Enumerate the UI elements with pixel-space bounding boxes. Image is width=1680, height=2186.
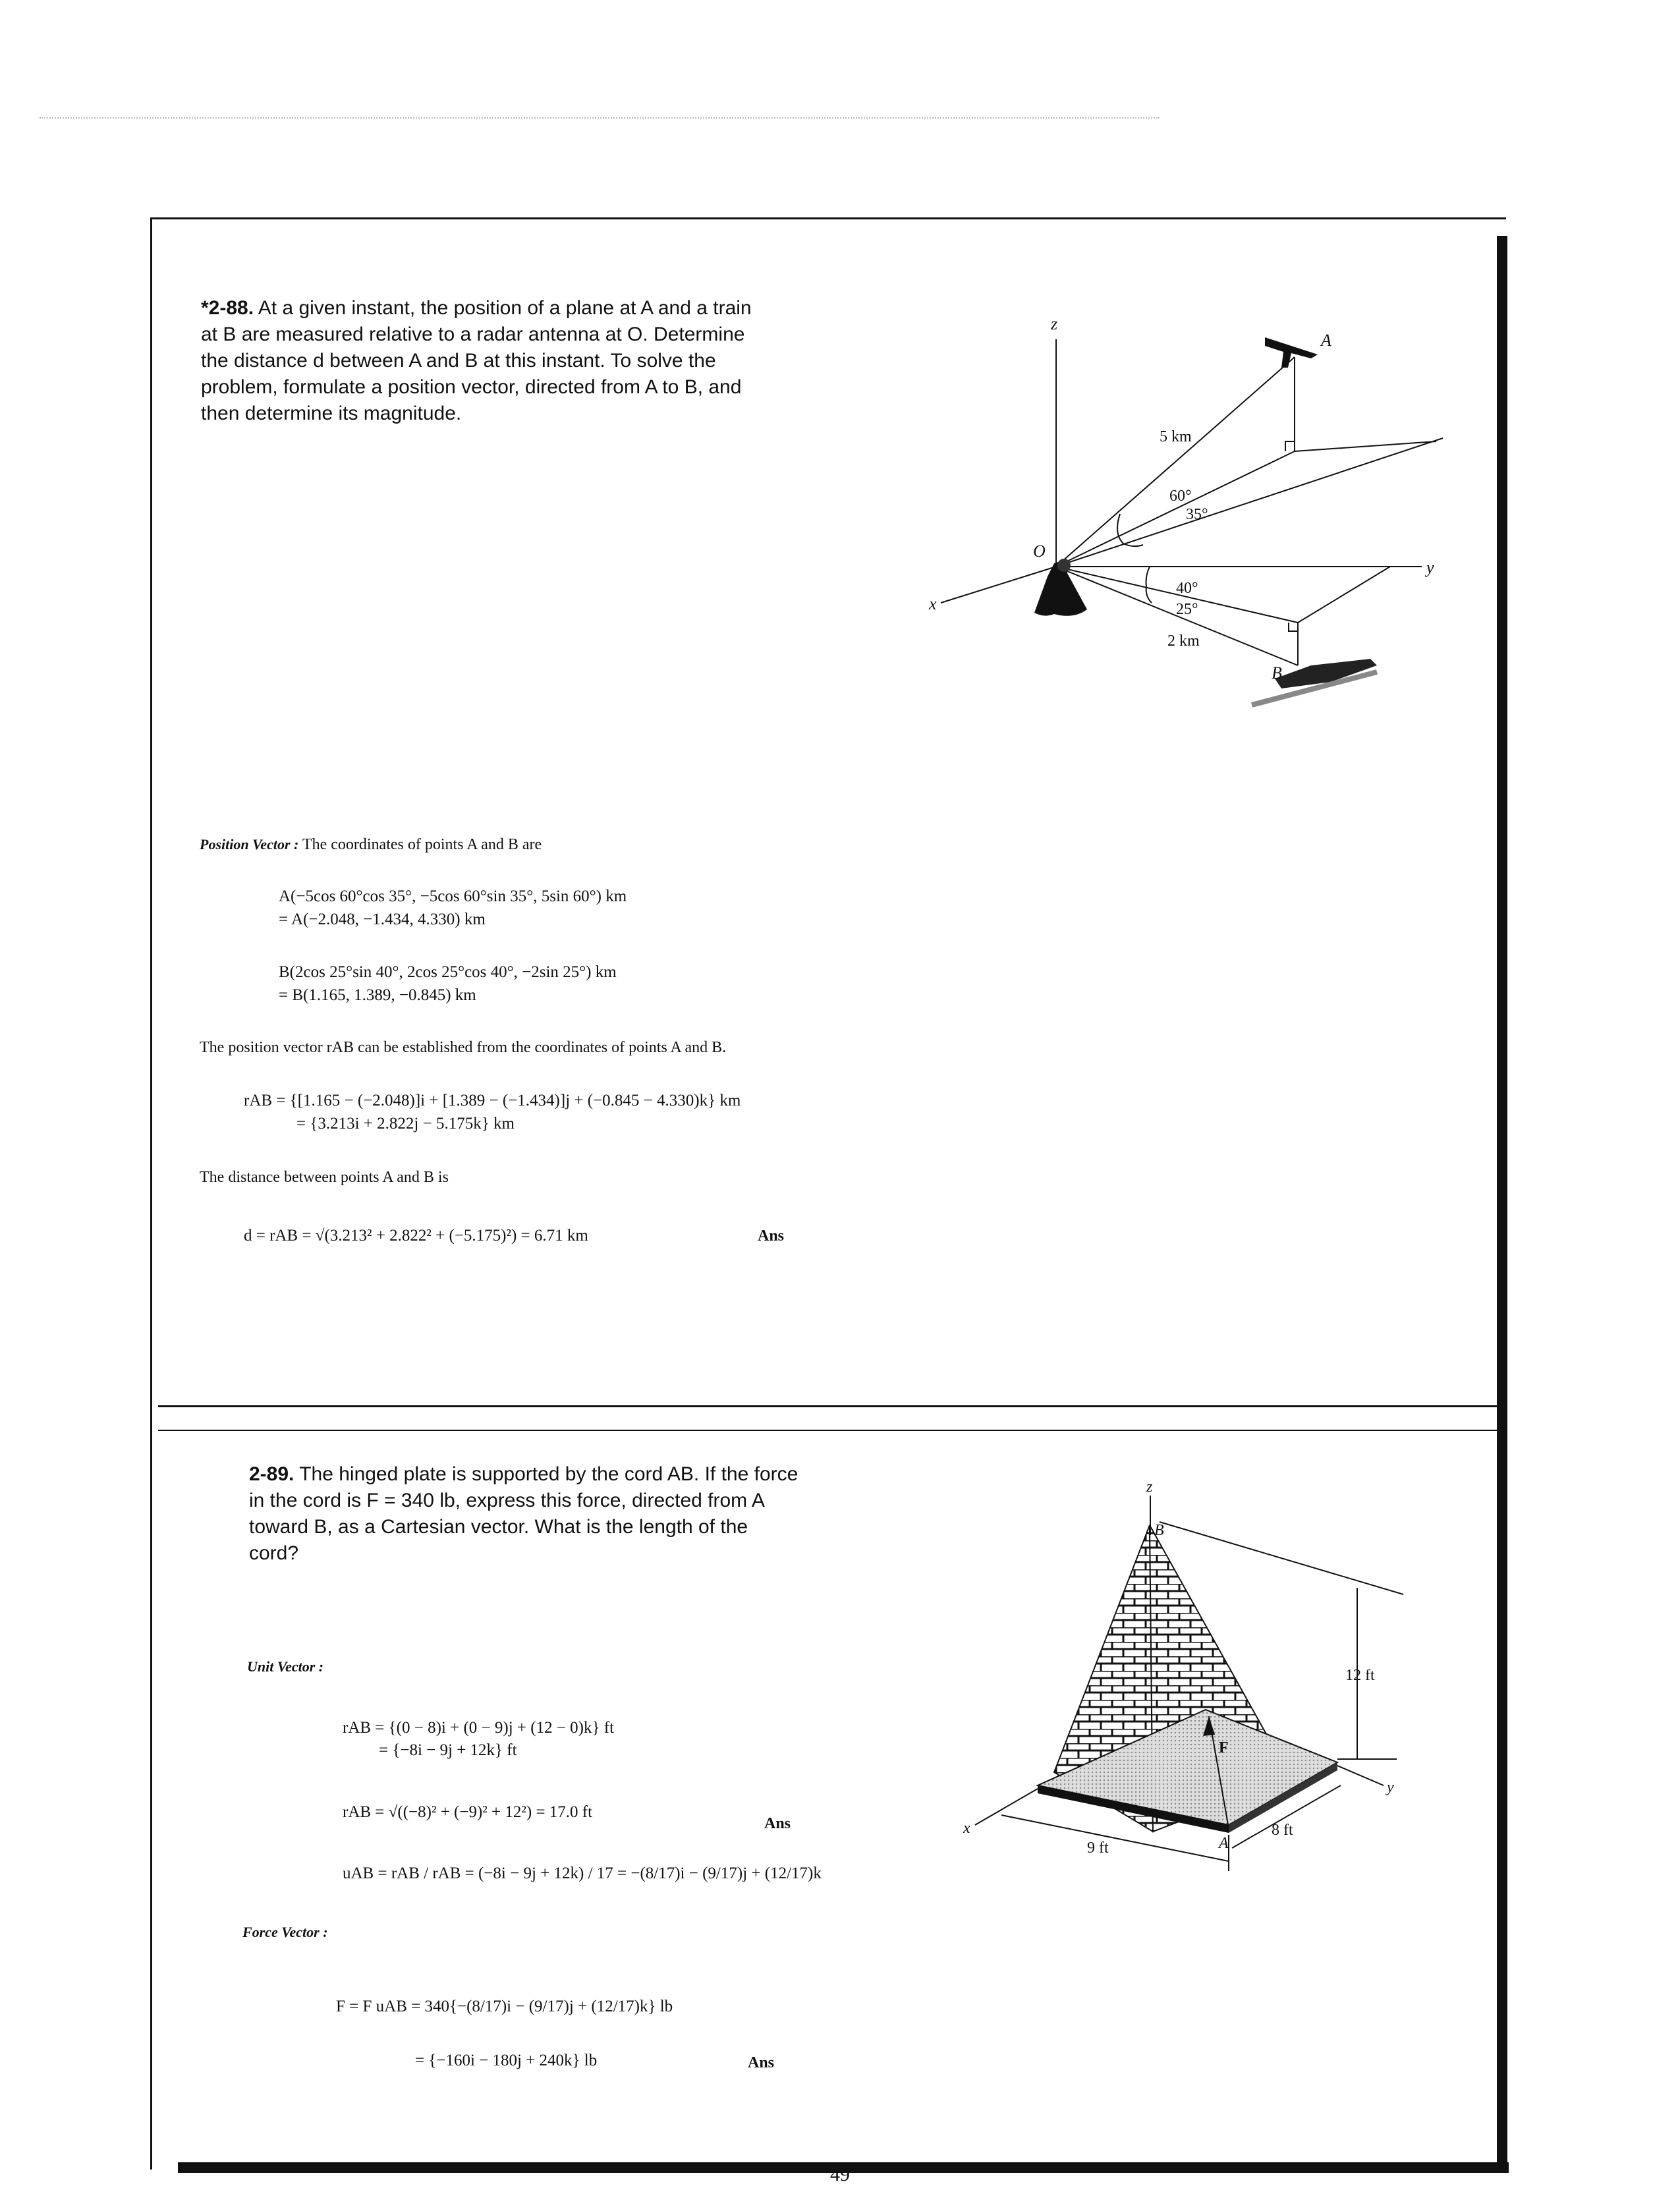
right-angle-a	[1285, 441, 1295, 451]
label-b-289: B	[1154, 1522, 1164, 1539]
label-5km: 5 km	[1160, 428, 1192, 445]
solution-288-heading-line	[200, 835, 542, 855]
problem-289-statement	[249, 1461, 802, 1567]
rab-magnitude: rAB = √((−8)² + (−9)² + 12²) = 17.0 ft	[343, 1803, 593, 1821]
figure-289	[949, 1482, 1476, 1878]
axis-y-289	[1337, 1766, 1384, 1785]
label-60: 60°	[1169, 488, 1192, 505]
top-rule	[40, 117, 1160, 119]
axis-x	[941, 567, 1056, 603]
problem-divider-secondary	[158, 1430, 1502, 1431]
position-vector-line2: = {3.213i + 2.822j − 5.175k} km	[296, 1115, 515, 1133]
unit-vector-heading: Unit Vector :	[247, 1658, 324, 1675]
label-35: 35°	[1186, 506, 1208, 523]
problem-288-text: At a given instant, the position of a plane at A and a train at B are measured relative to a radar antenna at O. Determine the distance d between A and B at this instant. To solve the problem, formulate a position vector, directed from A to B, and then determine its magnitude.	[201, 297, 752, 424]
label-8ft: 8 ft	[1272, 1822, 1293, 1839]
rab-289-line1: rAB = {(0 − 8)i + (0 − 9)j + (12 − 0)k} ft	[343, 1719, 615, 1737]
position-vector-intro: The position vector rAB can be established from the coordinates of points A and B.	[200, 1039, 727, 1056]
problem-288-statement	[201, 295, 768, 427]
axis-x-289	[975, 1789, 1038, 1825]
problem-288-number: *2-88.	[201, 297, 254, 319]
arc-60	[1117, 514, 1123, 544]
frame-shadow-right	[1497, 236, 1507, 2173]
label-x: x	[929, 594, 937, 613]
coord-b-line2: = B(1.165, 1.389, −0.845) km	[279, 986, 476, 1004]
coord-b-line1: B(2cos 25°sin 40°, 2cos 25°cos 40°, −2sin 25°) km	[279, 963, 617, 981]
unit-vector-equation: uAB = rAB / rAB = (−8i − 9j + 12k) / 17 = −(8/17)i − (9/17)j + (12/17)k	[343, 1864, 822, 1882]
force-vector-line1: F = F uAB = 340{−(8/17)i − (9/17)j + (12/17)k} lb	[336, 1998, 673, 2015]
label-12ft: 12 ft	[1345, 1667, 1375, 1684]
answer-288: Ans	[758, 1227, 785, 1245]
rab-289-line2: = {−8i − 9j + 12k} ft	[379, 1741, 517, 1759]
answer-289-length: Ans	[764, 1815, 791, 1832]
label-40: 40°	[1176, 580, 1198, 597]
position-vector-line1: rAB = {[1.165 − (−2.048)]i + [1.389 − (−1.434)]j + (−0.845 − 4.330)k} km	[244, 1092, 741, 1109]
label-a: A	[1321, 331, 1331, 350]
label-z: z	[1051, 314, 1058, 333]
answer-289-force: Ans	[748, 2054, 775, 2071]
solution-288-heading: Position Vector :	[200, 836, 299, 853]
line-o-a-proj	[1056, 451, 1295, 567]
problem-289-text: The hinged plate is supported by the cord AB. If the force in the cord is F = 340 lb, express this force, directed from A toward B, as a Cartesian vector. What is the length of the cord?	[249, 1463, 798, 1564]
coord-a-line1: A(−5cos 60°cos 35°, −5cos 60°sin 35°, 5sin 60°) km	[279, 887, 627, 905]
label-o: O	[1033, 542, 1046, 561]
label-f: F	[1219, 1739, 1229, 1756]
arc-40	[1146, 567, 1150, 586]
label-25: 25°	[1176, 601, 1198, 618]
dim-top-extension	[1160, 1522, 1403, 1594]
label-9ft: 9 ft	[1087, 1839, 1109, 1857]
force-vector-line2: = {−160i − 180j + 240k} lb	[415, 2052, 598, 2069]
solution-288-intro: The coordinates of points A and B are	[302, 836, 542, 853]
label-z-289: z	[1146, 1482, 1153, 1496]
problem-divider	[158, 1405, 1502, 1407]
label-x-289: x	[963, 1820, 970, 1837]
line-upper-ray	[1056, 438, 1443, 567]
label-y-289: y	[1387, 1779, 1394, 1796]
line-oa	[1056, 357, 1295, 567]
antenna-dish	[1057, 559, 1071, 572]
force-vector-heading: Force Vector :	[242, 1924, 328, 1940]
coord-a-line2: = A(−2.048, −1.434, 4.330) km	[279, 911, 486, 928]
page-number: 49	[830, 2164, 850, 2185]
line-b-proj-y	[1298, 567, 1390, 623]
distance-intro: The distance between points A and B is	[200, 1169, 449, 1186]
problem-289-number: 2-89.	[249, 1463, 294, 1485]
label-y: y	[1426, 558, 1434, 577]
line-a-proj-y	[1295, 441, 1436, 451]
label-2km: 2 km	[1167, 632, 1200, 650]
label-b: B	[1272, 663, 1282, 683]
label-a-289: A	[1219, 1835, 1229, 1852]
distance-equation: d = rAB = √(3.213² + 2.822² + (−5.175)²) = 6.71 km	[244, 1227, 588, 1245]
right-angle-b	[1289, 623, 1298, 631]
figure-288	[922, 310, 1469, 731]
plane-icon	[1265, 337, 1318, 368]
